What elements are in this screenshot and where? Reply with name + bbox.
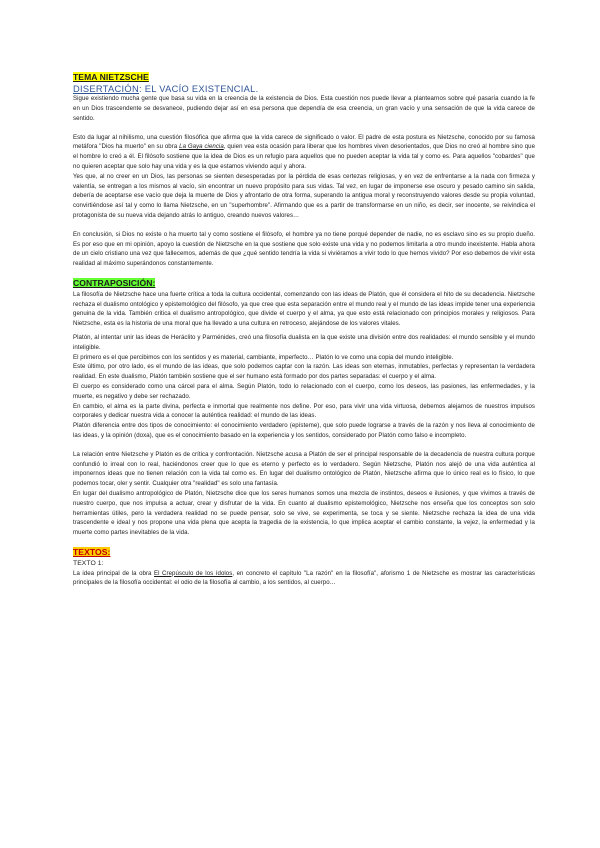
texto-1-paragraph (73, 569, 535, 589)
disertacion-paragraph-1: Sigue existiendo mucha gente que basa su vida en la creencia de la existencia de Dios. Esta cuestión nos puede llevar a plantearnos sobre qué pasaría cuando la fe en un Dios trascendente se desvanece, pudiendo dejar así en esa persona que dependía de esa creencia, un gran vacío y una sensación de que la vida carece de sentido. (73, 95, 535, 122)
subtitle-label: DISERTACIÓN (73, 83, 139, 94)
texto-1-text-a: La idea principal de la obra (73, 569, 155, 577)
disertacion-paragraph-4: En conclusión, si Dios no existe o ha muerto tal y como sostiene el filósofo, el hombre ya no tiene porqué depender de nadie, no es esclavo sino es su propio dueño. Es por eso que en mi opinión, apoyo la cuestión de Nietzsche en la que sostiene que solo existe una vida y no podemos limitarla a otro mundo inexistente. Habla ahora de un cielo cristiano una vez que fallecemos, además de que ¿qué sentido tendría la vida si viviéramos a vivir todo lo que hemos vivido? Por eso debemos de vivir esta realidad al máximo superándonos constantemente. (73, 230, 535, 268)
contraposicion-paragraph-7: Platón diferencia entre dos tipos de conocimiento: el conocimiento verdadero (epísteme), que solo puede lograrse a través de la razón y nos lleva al conocimiento de las ideas, y la opinión (doxa), que es el conocimiento basado en la experiencia y los sentidos, considerado por Platón como falso e incompleto. (73, 422, 535, 439)
textos-heading-line (73, 547, 535, 559)
contraposicion-paragraph-5: El cuerpo es considerado como una cárcel para el alma. Según Platón, todo lo relacionado con el cuerpo, como los deseos, las pasiones, las enfermedades, y la muerte, es negativo y debe ser rechazado. (73, 383, 535, 400)
disertacion-paragraph-3: Yes que, al no creer en un Dios, las personas se sienten desesperadas por la pérdida de esas certezas religiosas, y en vez de enfrentarse a la nada con firmeza y valentía, se entregan a los mismos al vacío, sin encontrar un nuevo propósito para sus vidas. Tal vez, en lugar de imponerse ese oscuro y pesado camino sin salida, debería de aceptarse ese vacío que deja la muerte de Dios y afrontarlo de otra forma, superando la antigua moral y reconstruyendo valores desde su propia voluntad, convirtiéndose así tal y como lo llama Nietzsche, en un "superhombre". Afirmando que es a partir de transformarse en un niño, es decir, ser inocente, se reivindica el protagonista de su nueva vida dejando atrás lo antiguo, creando nuevos valores… (73, 172, 535, 220)
contraposicion-heading-line (73, 278, 535, 290)
contraposicion-paragraph-1: La filosofía de Nietzsche hace una fuerte crítica a toda la cultura occidental, comenzando con las ideas de Platón, que él considera el hito de su decadencia. Nietzsche rechaza el dualismo ontológico y epistemológico del filósofo, ya que cree que esta separación entre el mundo real y el mundo de las ideas impide tener una experiencia genuina de la vida. También critica el dualismo antropológico, que divide el cuerpo y el alma, ya que esto está relacionado con principios morales y religiosos. Para Nietzsche, esta es la historia de una moral que ha llevado a una cultura en retroceso, alejándose de los valores vitales. (73, 290, 535, 328)
work-title-gaya-ciencia: La Gaya ciencia (179, 143, 224, 151)
disertacion-paragraph-2 (73, 133, 535, 172)
document-title: TEMA NIETZSCHE (73, 72, 149, 82)
textos-heading: TEXTOS: (73, 546, 111, 557)
contraposicion-paragraph-8: La relación entre Nietzsche y Platón es de crítica y confrontación. Nietzsche acusa a Platón de ser el principal responsable de la decadencia de nuestra cultura porque confundió lo irreal con lo real, haciéndonos creer que lo que es eterno y perfecto es lo verdadero. Según Nietzsche, Platón nos alejó de una vida auténtica al imponernos ideas que no tienen relación con la vida tal como es. En lugar del dualismo ontológico de Platón, Nietzsche afirma que lo único real es lo físico, lo que podemos tocar, oler y sentir. Cualquier otra "realidad" es solo una fantasía. (73, 450, 535, 488)
texto-1-text-b: , en concreto el capítulo "La razón" en la filosofía", aforismo 1 de Nietzsche es mostrar las características principales de la filosofía occidental: el odio de la filosofía al cambio, a los sentidos, al cuerpo… (73, 569, 535, 587)
contraposicion-paragraph-6: En cambio, el alma es la parte divina, perfecta e inmortal que realmente nos define. Por eso, para vivir una vida virtuosa, debemos alejarnos de nuestros impulsos corporales y dedicar nuestra vida a conocer la auténtica realidad: el mundo de las ideas. (73, 402, 535, 420)
work-title-crepusculo: El Crepúsculo de los ídolos (154, 569, 233, 577)
subtitle-line (73, 84, 535, 95)
subtitle-text: : EL VACÍO EXISTENCIAL. (138, 83, 259, 94)
disertacion-p2-text-b: , quien vea esta ocasión para liberar que los hombres viven desorientados, que Dios no creó al hombre sino que el hombre lo creó a él. El filósofo sostiene que la idea de Dios es un refugio para aquellos que no pueden aceptar la vida tal y como es. Para aquellos "cobardes" que no quieren aceptar que solo hay una vida y es la que estamos viviendo aquí y ahora. (73, 143, 536, 171)
contraposicion-paragraph-3: El primero es el que percibimos con los sentidos y es material, cambiante, imperfecto… Platón lo ve como una copia del mundo inteligible. (73, 353, 454, 361)
contraposicion-paragraph-4: Este último, por otro lado, es el mundo de las ideas, que solo podemos captar con la razón. Las ideas son eternas, inmutables, perfectas y representan la verdadera realidad. En este dualismo, Platón también sostiene que el ser humano está formado por dos partes separadas: el cuerpo y el alma. (73, 363, 535, 381)
texto-1-label: TEXTO 1: (73, 559, 104, 567)
contraposicion-paragraph-9: En lugar del dualismo antropológico de Platón, Nietzsche dice que los seres humanos somos una mezcla de instintos, deseos e ilusiones, y que vivimos a través de nuestro cuerpo, que nos impulsa a actuar, crear y disfrutar de la vida. En cuanto al dualismo epistemológico, Nietzsche nos enseña que los conceptos son solo herramientas útiles, pero la verdadera realidad no se puede pensar, solo se vive, se experimenta, se toca y se siente. Nietzsche rechaza la idea de una vida trascendente e ideal y nos propone una vida plena que acepta la tragedia de la existencia, lo que implica aceptar el cambio constante, la vejez, la enfermedad y la muerte como partes inevitables de la vida. (73, 489, 535, 537)
contraposicion-heading: CONTRAPOSICIÓN: (73, 278, 156, 289)
disertacion-p2-text-a: Esto da lugar al nihilismo, una cuestión filosófica que afirma que la vida carece de significado o valor. El padre de esta postura es Nietzsche, conocido por su famosa metáfora "Dios ha muerto" en su obra (73, 133, 535, 151)
title-line (73, 72, 535, 84)
document-page (73, 72, 535, 588)
contraposicion-paragraph-2: Platón, al intentar unir las ideas de Heráclito y Parménides, creó una filosofía dualista en la que existe una división entre dos realidades: el mundo sensible y el mundo inteligible. (73, 334, 535, 351)
